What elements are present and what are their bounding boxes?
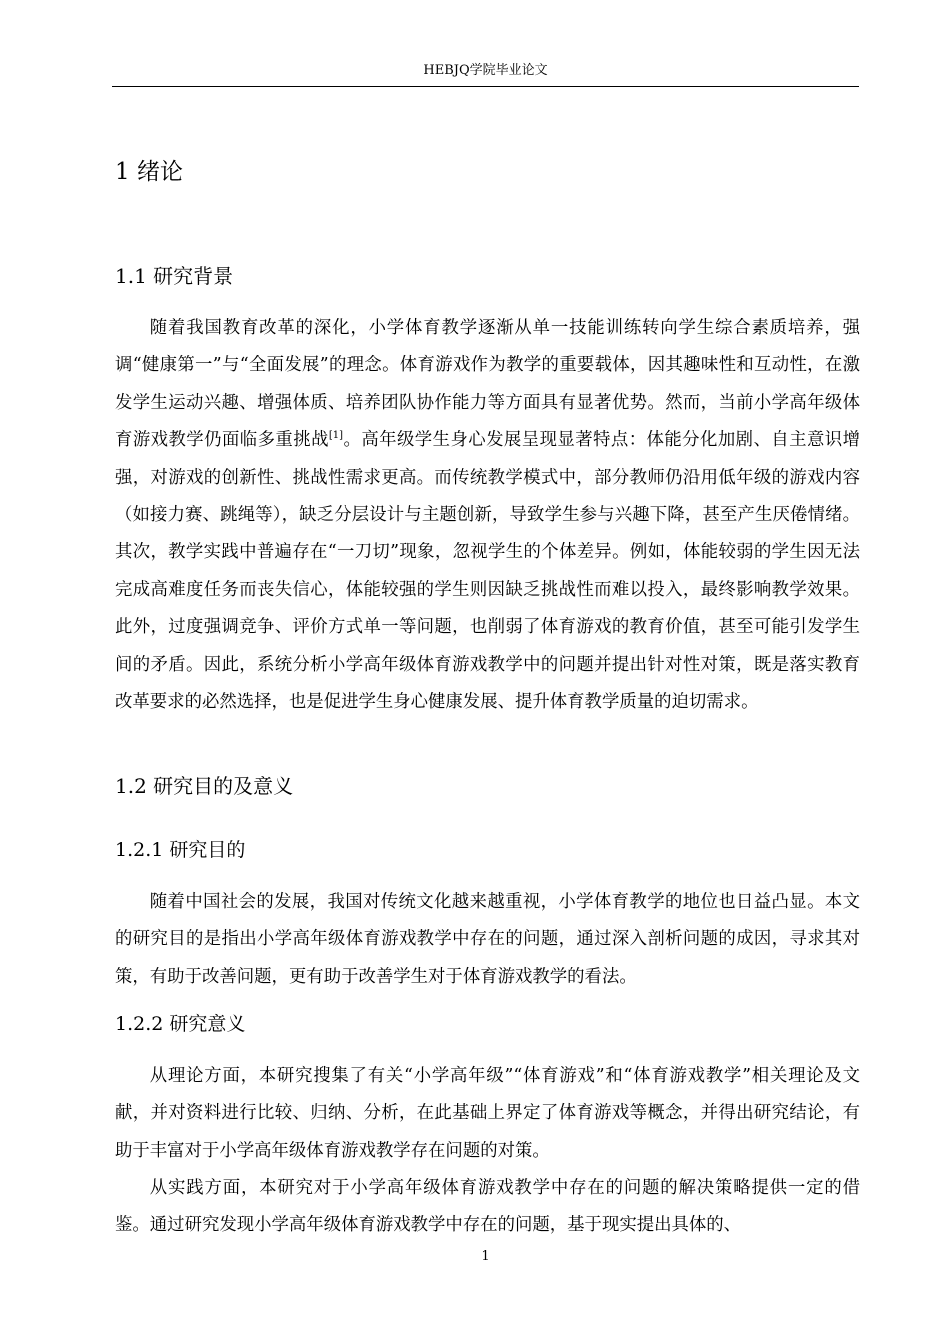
page-header: HEBJQ学院毕业论文 <box>423 63 548 78</box>
citation-ref[interactable]: [1] <box>328 430 344 442</box>
paragraph-theoretical-significance: 从理论方面，本研究搜集了有关“小学高年级”“体育游戏”和“体育游戏教学”相关理论及文献，并对资料进行比较、归纳、分析，在此基础上界定了体育游戏等概念，并得出研究结论，有助于丰富对于小学高年级体育游戏教学存在问题的对策。 <box>115 1066 860 1161</box>
section-title-research-background: 1.1 研究背景 <box>115 264 234 288</box>
subsection-title-research-significance: 1.2.2 研究意义 <box>115 1013 246 1035</box>
header-rule <box>112 86 859 87</box>
paragraph-research-purpose: 随着中国社会的发展，我国对传统文化越来越重视，小学体育教学的地位也日益凸显。本文的研究目的是指出小学高年级体育游戏教学中存在的问题，通过深入剖析问题的成因，寻求其对策，有助于改善问题，更有助于改善学生对于体育游戏教学的看法。 <box>115 892 860 987</box>
subsection-title-research-purpose: 1.2.1 研究目的 <box>115 839 246 861</box>
paragraph-practical-significance: 从实践方面，本研究对于小学高年级体育游戏教学中存在的问题的解决策略提供一定的借鉴。通过研究发现小学高年级体育游戏教学中存在的问题，基于现实提出具体的、 <box>115 1178 860 1236</box>
chapter-title: 1 绪论 <box>115 159 183 185</box>
paragraph-text: 。高年级学生身心发展呈现显著特点：体能分化加剧、自主意识增强，对游戏的创新性、挑战性需求更高。而传统教学模式中，部分教师仍沿用低年级的游戏内容（如接力赛、跳绳等），缺乏分层设计与主题创新，导致学生参与兴趣下降，甚至产生厌倦情绪。其次，教学实践中普遍存在“一刀切”现象，忽视学生的个体差异。例如，体能较弱的学生因无法完成高难度任务而丧失信心，体能较强的学生则因缺乏挑战性而难以投入，最终影响教学效果。此外，过度强调竞争、评价方式单一等问题，也削弱了体育游戏的教育价值，甚至可能引发学生间的矛盾。因此，系统分析小学高年级体育游戏教学中的问题并提出针对性对策，既是落实教育改革要求的必然选择，也是促进学生身心健康发展、提升体育教学质量的迫切需求。 <box>115 430 860 713</box>
section-title-purpose-significance: 1.2 研究目的及意义 <box>115 774 294 798</box>
paragraph-text: 随着我国教育改革的深化，小学体育教学逐渐从单一技能训练转向学生综合素质培养，强调“健康第一”与“全面发展”的理念。体育游戏作为教学的重要载体，因其趣味性和互动性，在激发学生运动兴趣、增强体质、培养团队协作能力等方面具有显著优势。然而，当前小学高年级体育游戏教学仍面临多重挑战 <box>115 318 860 451</box>
paragraph-research-background <box>115 310 860 721</box>
page-number: 1 <box>481 1249 490 1264</box>
